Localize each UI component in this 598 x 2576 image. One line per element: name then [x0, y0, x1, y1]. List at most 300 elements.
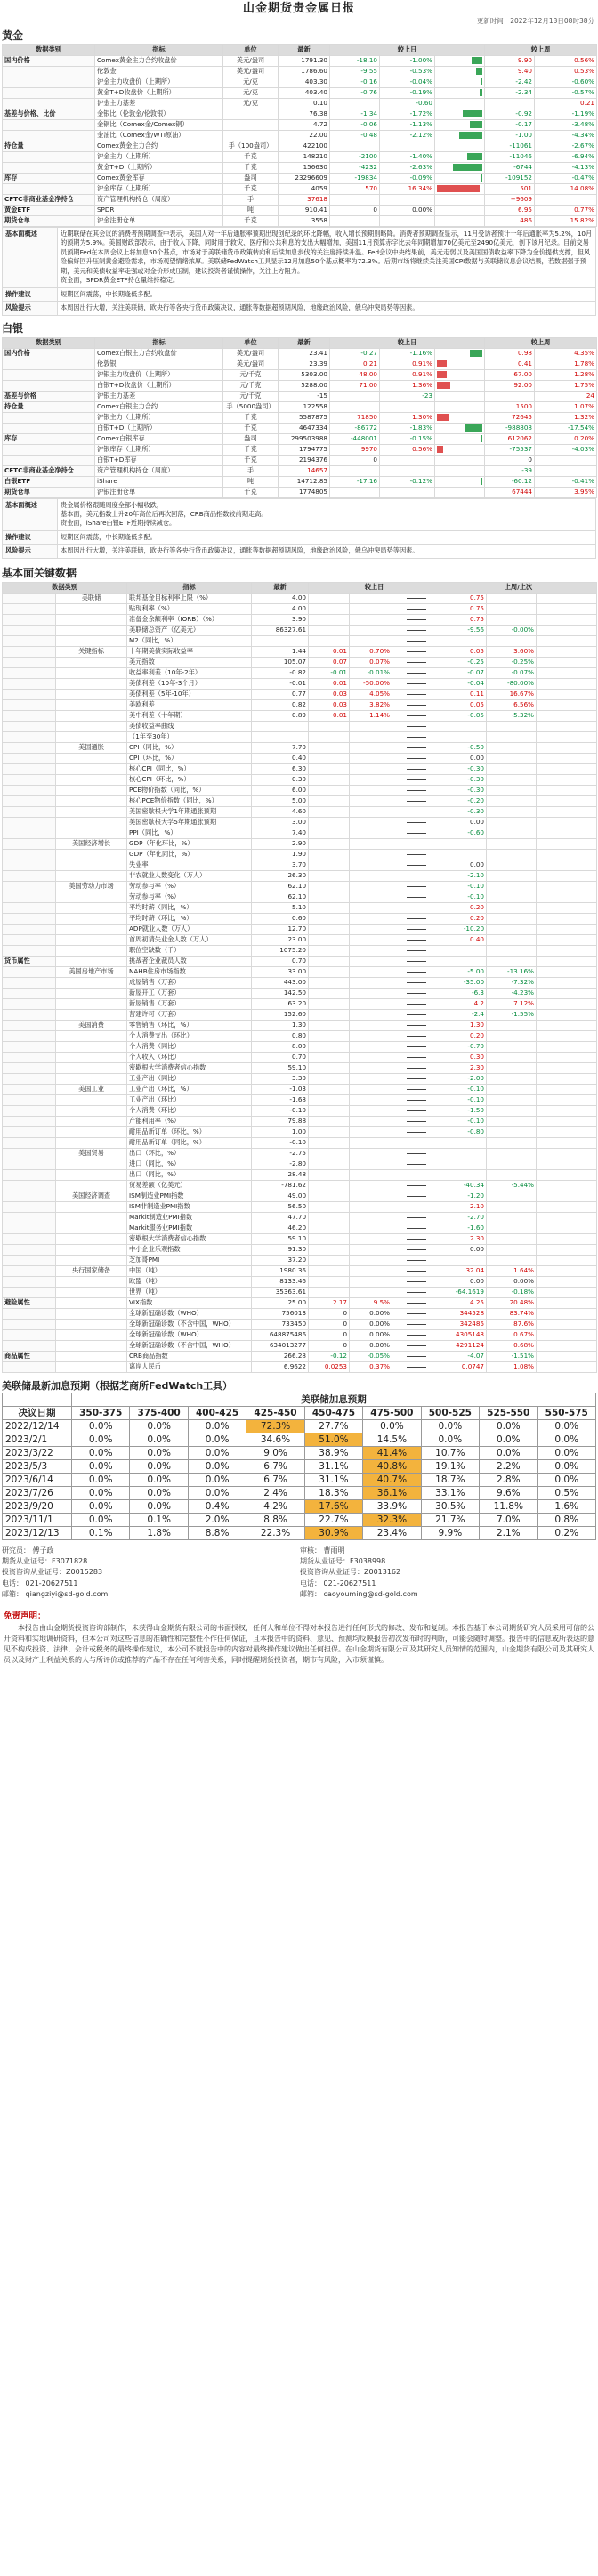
baseline-mark: [407, 833, 426, 834]
gold-table: [2, 44, 597, 227]
baseline-mark: [407, 897, 426, 898]
row-week-pct: -0.47%: [535, 174, 597, 184]
row-latest: 105.07: [252, 657, 309, 667]
row-week-pct: -2.67%: [535, 141, 597, 152]
fedwatch-prob: 0.0%: [130, 1499, 188, 1513]
fedwatch-prob: 0.0%: [188, 1486, 246, 1499]
macro-row: [3, 689, 597, 699]
fedwatch-col-header: 决议日期: [3, 1406, 72, 1419]
row-prev-bar: [537, 1105, 597, 1116]
row-category: [3, 977, 56, 988]
row-category: [3, 67, 95, 77]
row-week-pct: -4.03%: [535, 444, 597, 455]
row-day-pct: [350, 956, 392, 966]
row-category: CFTC非商业基金净持仓: [3, 195, 95, 206]
row-indicator: 美中利差（十年期）: [127, 710, 252, 721]
row-latest: 25.00: [252, 1297, 309, 1308]
row-week-pct: -17.54%: [535, 423, 597, 433]
row-prev-pct: [487, 892, 537, 902]
row-day-change: [309, 614, 350, 625]
row-week-change: 1500: [485, 401, 535, 412]
day-change-bar: [437, 371, 447, 378]
baseline-mark: [407, 1324, 426, 1325]
row-subcategory: [56, 1159, 127, 1169]
row-indicator: 离岸人民币: [127, 1361, 252, 1372]
row-prev-bar: [537, 1255, 597, 1265]
fedwatch-col-header: 450-475: [304, 1406, 362, 1419]
row-prev-bar: [537, 849, 597, 860]
row-prev-pct: [487, 838, 537, 849]
row-prev-bar: [537, 763, 597, 774]
row-day-pct: 1.14%: [350, 710, 392, 721]
row-day-pct: 0.56%: [380, 444, 435, 455]
row-indicator: 首周初请失业金人数（万人）: [127, 934, 252, 945]
row-latest: 6.9622: [252, 1361, 309, 1372]
row-prev-bar: [537, 1009, 597, 1020]
row-day-pct: [350, 1233, 392, 1244]
row-latest: 1.90: [252, 849, 309, 860]
baseline-mark: [407, 1132, 426, 1133]
row-category: [3, 120, 95, 131]
fedwatch-date: 2023/9/20: [3, 1499, 72, 1513]
silver-basic-text: 贵金属价格跟随周度全部小幅收跌， 基本面，美元指数上升20年高位后再次回落，CRB商品指数较前期走高。 资金面，iShare白银ETF近期持续减仓。: [58, 498, 596, 530]
row-subcategory: [56, 1361, 127, 1372]
macro-row: [3, 1073, 597, 1084]
row-indicator: 全球新冠确诊数（不含中国，WHO）: [127, 1340, 252, 1351]
row-prev-bar: [537, 1351, 597, 1361]
macro-row: [3, 1329, 597, 1340]
row-subcategory: [56, 860, 127, 870]
fedwatch-row: [3, 1446, 596, 1459]
day-change: [435, 359, 485, 369]
row-subcategory: [56, 699, 127, 710]
row-indicator: 核心CPI（环比，%）: [127, 774, 252, 785]
row-latest: -2.80: [252, 1159, 309, 1169]
row-prev-pct: [487, 1041, 537, 1052]
row-indicator: 非农就业人数变化（万人）: [127, 870, 252, 881]
row-day-pct: [350, 785, 392, 795]
row-prev-pct: [487, 1116, 537, 1126]
row-latest: 4.00: [252, 593, 309, 603]
silver-section-title: 白银: [2, 321, 24, 335]
row-subcategory: [56, 913, 127, 924]
silver-strategy-text: 短期区间震荡，中长期逢低多配。: [58, 530, 596, 544]
macro-row: [3, 785, 597, 795]
baseline-mark: [407, 673, 426, 674]
row-day-change: [330, 391, 380, 401]
row-day-bar: [392, 1255, 440, 1265]
gold-row: [3, 206, 597, 216]
row-prev-pct: [487, 1169, 537, 1180]
row-prev-bar: [537, 1297, 597, 1308]
row-prev-pct: [487, 817, 537, 828]
baseline-mark: [407, 972, 426, 973]
row-day-pct: [350, 1191, 392, 1201]
row-day-change: -0.12: [309, 1351, 350, 1361]
silver-strategy-label: 操作建议: [3, 530, 58, 544]
macro-row: [3, 678, 597, 689]
row-day-pct: 4.05%: [350, 689, 392, 699]
baseline-mark: [407, 1281, 426, 1282]
row-prev-pct: -1.51%: [487, 1351, 537, 1361]
row-prev-change: [440, 1255, 487, 1265]
row-week-change: -988808: [485, 423, 535, 433]
row-subcategory: [56, 828, 127, 838]
row-subcategory: [56, 1009, 127, 1020]
row-day-pct: -0.19%: [380, 88, 435, 99]
row-day-pct: [350, 849, 392, 860]
fedwatch-prob: 21.7%: [421, 1513, 479, 1526]
row-prev-change: -0.80: [440, 1126, 487, 1137]
row-prev-pct: 6.56%: [487, 699, 537, 710]
row-day-pct: [350, 860, 392, 870]
row-subcategory: [56, 1116, 127, 1126]
row-category: 持仓量: [3, 141, 95, 152]
row-indicator: 沪银主力基差: [95, 391, 223, 401]
row-unit: 千克: [223, 423, 279, 433]
row-category: [3, 1126, 56, 1137]
row-day-change: -2100: [330, 152, 380, 163]
baseline-mark: [407, 1025, 426, 1026]
day-change-bar: [453, 164, 482, 171]
row-day-bar: [392, 785, 440, 795]
row-prev-pct: 0.00%: [487, 1276, 537, 1287]
row-day-bar: [392, 1073, 440, 1084]
row-prev-change: [440, 945, 487, 956]
row-prev-bar: [537, 934, 597, 945]
row-indicator: 沪银主力（上期所）: [95, 412, 223, 423]
row-latest: 1774805: [279, 487, 330, 497]
row-prev-bar: [537, 881, 597, 892]
fedwatch-prob: 0.0%: [188, 1459, 246, 1473]
row-day-pct: [350, 977, 392, 988]
row-unit: 美元/盎司: [223, 359, 279, 369]
row-day-pct: [350, 603, 392, 614]
row-day-change: [330, 401, 380, 412]
row-indicator: 世界（吨）: [127, 1287, 252, 1297]
row-indicator: 平均时薪（环比，%）: [127, 913, 252, 924]
row-week-change: -0.17: [485, 120, 535, 131]
row-unit: 千克: [223, 455, 279, 465]
row-category: [3, 699, 56, 710]
row-latest: 14712.85: [279, 476, 330, 487]
row-category: [3, 1148, 56, 1159]
row-week-change: -39: [485, 465, 535, 476]
row-unit: 元/千克: [223, 391, 279, 401]
row-prev-bar: [537, 689, 597, 699]
row-day-change: [309, 721, 350, 731]
row-prev-change: -40.34: [440, 1180, 487, 1191]
row-indicator: 美欧利差: [127, 699, 252, 710]
row-day-change: [309, 945, 350, 956]
fedwatch-prob: 0.0%: [130, 1433, 188, 1446]
row-prev-bar: [537, 721, 597, 731]
row-prev-pct: 1.08%: [487, 1361, 537, 1372]
macro-row: [3, 1265, 597, 1276]
row-category: 基差与价格: [3, 391, 95, 401]
row-day-bar: [392, 1233, 440, 1244]
row-unit: 手: [223, 195, 279, 206]
row-prev-bar: [537, 1319, 597, 1329]
row-prev-change: 2.10: [440, 1201, 487, 1212]
row-prev-change: 2.30: [440, 1062, 487, 1073]
row-prev-change: -6.3: [440, 988, 487, 998]
fedwatch-prob: 31.1%: [304, 1459, 362, 1473]
row-day-pct: [380, 195, 435, 206]
row-day-pct: [380, 487, 435, 497]
row-day-bar: [392, 817, 440, 828]
row-day-pct: [350, 614, 392, 625]
fedwatch-row: [3, 1419, 596, 1433]
row-day-bar: [392, 998, 440, 1009]
macro-row: [3, 742, 597, 753]
row-category: [3, 731, 56, 742]
row-subcategory: 美国通胀: [56, 742, 127, 753]
row-day-bar: [392, 1191, 440, 1201]
row-unit: 千克: [223, 412, 279, 423]
macro-row: [3, 1020, 597, 1030]
row-indicator: 沪金主力（上期所）: [95, 152, 223, 163]
day-change: [435, 206, 485, 216]
row-category: 国内价格: [3, 348, 95, 359]
row-day-pct: [350, 1255, 392, 1265]
row-week-pct: -6.94%: [535, 152, 597, 163]
fedwatch-prob: 8.8%: [246, 1513, 304, 1526]
macro-row: [3, 881, 597, 892]
row-prev-pct: -7.32%: [487, 977, 537, 988]
row-indicator: PCE物价指数（同比，%）: [127, 785, 252, 795]
row-day-pct: [380, 141, 435, 152]
fedwatch-col-header: 500-525: [421, 1406, 479, 1419]
row-day-bar: [392, 742, 440, 753]
row-day-pct: [350, 1223, 392, 1233]
macro-row: [3, 603, 597, 614]
row-category: [3, 742, 56, 753]
row-subcategory: [56, 945, 127, 956]
baseline-mark: [407, 1239, 426, 1240]
fedwatch-title: 美联储最新加息预期（根据芝商所FedWatch工具）: [2, 1380, 233, 1393]
fedwatch-prob: 7.0%: [480, 1513, 537, 1526]
day-change: [435, 412, 485, 423]
day-change-bar: [481, 78, 482, 85]
row-prev-change: -0.50: [440, 742, 487, 753]
row-prev-change: -2.10: [440, 870, 487, 881]
row-day-bar: [392, 678, 440, 689]
row-day-change: [309, 785, 350, 795]
row-latest: -0.10: [252, 1137, 309, 1148]
row-indicator: 准备金余额利率（IORB）（%）: [127, 614, 252, 625]
row-week-change: 501: [485, 184, 535, 195]
baseline-mark: [407, 1313, 426, 1314]
row-category: [3, 785, 56, 795]
row-prev-bar: [537, 1329, 597, 1340]
macro-row: [3, 1351, 597, 1361]
fedwatch-prob: 2.2%: [480, 1459, 537, 1473]
row-indicator: 沪银注册仓单: [95, 487, 223, 497]
row-indicator: 新屋销售（万套）: [127, 998, 252, 1009]
row-day-pct: 0.91%: [380, 369, 435, 380]
row-category: [3, 1191, 56, 1201]
row-day-pct: -0.05%: [350, 1351, 392, 1361]
row-indicator: 伦敦银: [95, 359, 223, 369]
row-day-change: [330, 465, 380, 476]
col-vs-prev: 上周/上次: [440, 582, 597, 593]
row-day-change: 0: [330, 455, 380, 465]
row-latest: 0.40: [252, 753, 309, 763]
row-subcategory: [56, 1276, 127, 1287]
row-week-pct: 0.56%: [535, 56, 597, 67]
row-day-bar: [392, 699, 440, 710]
row-latest: 1791.30: [279, 56, 330, 67]
row-day-bar: [392, 1084, 440, 1094]
baseline-mark: [407, 1014, 426, 1015]
row-latest: 0.60: [252, 913, 309, 924]
row-week-pct: [535, 195, 597, 206]
baseline-mark: [407, 822, 426, 823]
baseline-mark: [407, 630, 426, 631]
row-indicator: Markit制造业PMI指数: [127, 1212, 252, 1223]
row-category: [3, 77, 95, 88]
col-latest: 最新: [252, 582, 309, 593]
row-prev-change: 0.05: [440, 699, 487, 710]
row-week-change: +9609: [485, 195, 535, 206]
row-prev-change: 4.25: [440, 1297, 487, 1308]
row-prev-bar: [537, 913, 597, 924]
row-day-bar: [392, 1287, 440, 1297]
row-latest: 3.30: [252, 1073, 309, 1084]
row-day-bar: [392, 1020, 440, 1030]
day-change: [435, 391, 485, 401]
fedwatch-prob: 0.0%: [72, 1499, 130, 1513]
macro-row: [3, 1319, 597, 1329]
row-prev-pct: 83.74%: [487, 1308, 537, 1319]
row-week-change: -2.42: [485, 77, 535, 88]
row-day-bar: [392, 1137, 440, 1148]
row-prev-bar: [537, 603, 597, 614]
gold-row: [3, 141, 597, 152]
fedwatch-col-header: 400-425: [188, 1406, 246, 1419]
row-category: [3, 1223, 56, 1233]
row-day-change: [330, 216, 380, 227]
macro-row: [3, 902, 597, 913]
row-indicator: CPI（环比，%）: [127, 753, 252, 763]
gold-basic-text: 近期联储在其会议的消费者预期调查中表示，美国人对一年后通胀率预期出现创纪录的环比降幅，收入增长预期则略降。消费者预期调查显示，11月受访者预计一年后通胀率为5.2%，10月的预期为5.9%。美国财政部表示，由于收入下降，同时用于救灾、医疗和公共利息的支出大幅增加，美国11月预算赤字比去年同期增加70亿美元至2490亿美元，创下该月纪录。目前交易员预期Fed在本周会议上将加息50个基点，市场对于美联储货币政策转向和后续加息步伐的关注度持续升温。Fed会议中央结果前，美元走弱以及美国国债收益率下降为金价提供支撑，但风险偏好回升压制黄金避险需求，市场观望情绪浓厚。美联储FedWatch工具显示12月加息50个基点概率为72.3%。后期市场将继续关注美国CPI数据与美联储议息会议结果，若数据强于预期，美元和美债收益率走强或对金价形成压制，建议投资者谨慎操作，关注上方阻力。 资金面，SPDR黄金ETF持仓量维持稳定。: [58, 228, 596, 288]
row-prev-bar: [537, 1041, 597, 1052]
row-prev-change: 342485: [440, 1319, 487, 1329]
row-latest: 62.10: [252, 892, 309, 902]
fedwatch-prob: 0.0%: [480, 1419, 537, 1433]
row-day-change: [309, 913, 350, 924]
row-category: [3, 806, 56, 817]
row-unit: 吨: [223, 476, 279, 487]
row-day-pct: [380, 465, 435, 476]
fedwatch-subtitle: 美联储加息预期: [72, 1393, 596, 1406]
row-latest: [252, 635, 309, 646]
fedwatch-prob: 9.0%: [246, 1446, 304, 1459]
row-prev-change: 0.00: [440, 1276, 487, 1287]
macro-row: [3, 838, 597, 849]
row-day-change: [309, 881, 350, 892]
row-prev-change: -0.04: [440, 678, 487, 689]
row-prev-change: -0.25: [440, 657, 487, 667]
row-day-bar: [392, 881, 440, 892]
row-category: [3, 1169, 56, 1180]
row-prev-pct: [487, 934, 537, 945]
row-prev-pct: 7.12%: [487, 998, 537, 1009]
row-indicator: CPI（同比，%）: [127, 742, 252, 753]
row-category: [3, 603, 56, 614]
row-subcategory: [56, 1223, 127, 1233]
row-day-change: [309, 902, 350, 913]
row-latest: 8133.46: [252, 1276, 309, 1287]
macro-row: [3, 667, 597, 678]
baseline-mark: [407, 790, 426, 791]
row-day-pct: [350, 1030, 392, 1041]
row-prev-bar: [537, 657, 597, 667]
row-day-bar: [392, 1169, 440, 1180]
gold-row: [3, 88, 597, 99]
row-category: [3, 838, 56, 849]
row-category: [3, 1319, 56, 1329]
baseline-mark: [407, 1217, 426, 1218]
row-day-change: 0.01: [309, 646, 350, 657]
macro-row: [3, 625, 597, 635]
row-latest: 5587875: [279, 412, 330, 423]
row-day-pct: [350, 1180, 392, 1191]
row-prev-change: [440, 956, 487, 966]
row-prev-bar: [537, 1137, 597, 1148]
row-prev-pct: -0.00%: [487, 625, 537, 635]
macro-row: [3, 593, 597, 603]
row-prev-bar: [537, 678, 597, 689]
row-latest: -0.10: [252, 1105, 309, 1116]
day-change-bar: [437, 414, 449, 421]
row-indicator: 中国（吨）: [127, 1265, 252, 1276]
row-prev-change: -0.10: [440, 1094, 487, 1105]
row-indicator: Comex黄金主力合约收盘价: [95, 56, 223, 67]
row-subcategory: 关键指标: [56, 646, 127, 657]
row-subcategory: 美国经济增长: [56, 838, 127, 849]
col-vs-prev-week: 较上周: [485, 45, 597, 56]
fedwatch-prob: 0.0%: [537, 1473, 596, 1486]
row-subcategory: 美国贸易: [56, 1148, 127, 1159]
row-indicator: 美债利差（10年-3个月）: [127, 678, 252, 689]
gold-strategy-label: 操作建议: [3, 287, 58, 301]
row-day-change: [309, 593, 350, 603]
row-day-pct: [350, 934, 392, 945]
row-prev-bar: [537, 988, 597, 998]
row-day-bar: [392, 1105, 440, 1116]
row-day-pct: -0.15%: [380, 433, 435, 444]
row-day-bar: [392, 1062, 440, 1073]
row-category: [3, 1073, 56, 1084]
day-change: [435, 401, 485, 412]
row-subcategory: [56, 763, 127, 774]
row-day-bar: [392, 1276, 440, 1287]
fedwatch-prob: 0.0%: [130, 1486, 188, 1499]
row-category: [3, 635, 56, 646]
row-week-pct: 0.77%: [535, 206, 597, 216]
row-day-bar: [392, 966, 440, 977]
row-day-pct: [350, 1212, 392, 1223]
row-day-pct: [380, 455, 435, 465]
row-latest: 299503988: [279, 433, 330, 444]
row-day-pct: 1.36%: [380, 380, 435, 391]
fedwatch-row: [3, 1486, 596, 1499]
row-category: [3, 152, 95, 163]
row-day-change: [309, 1030, 350, 1041]
row-category: [3, 1041, 56, 1052]
